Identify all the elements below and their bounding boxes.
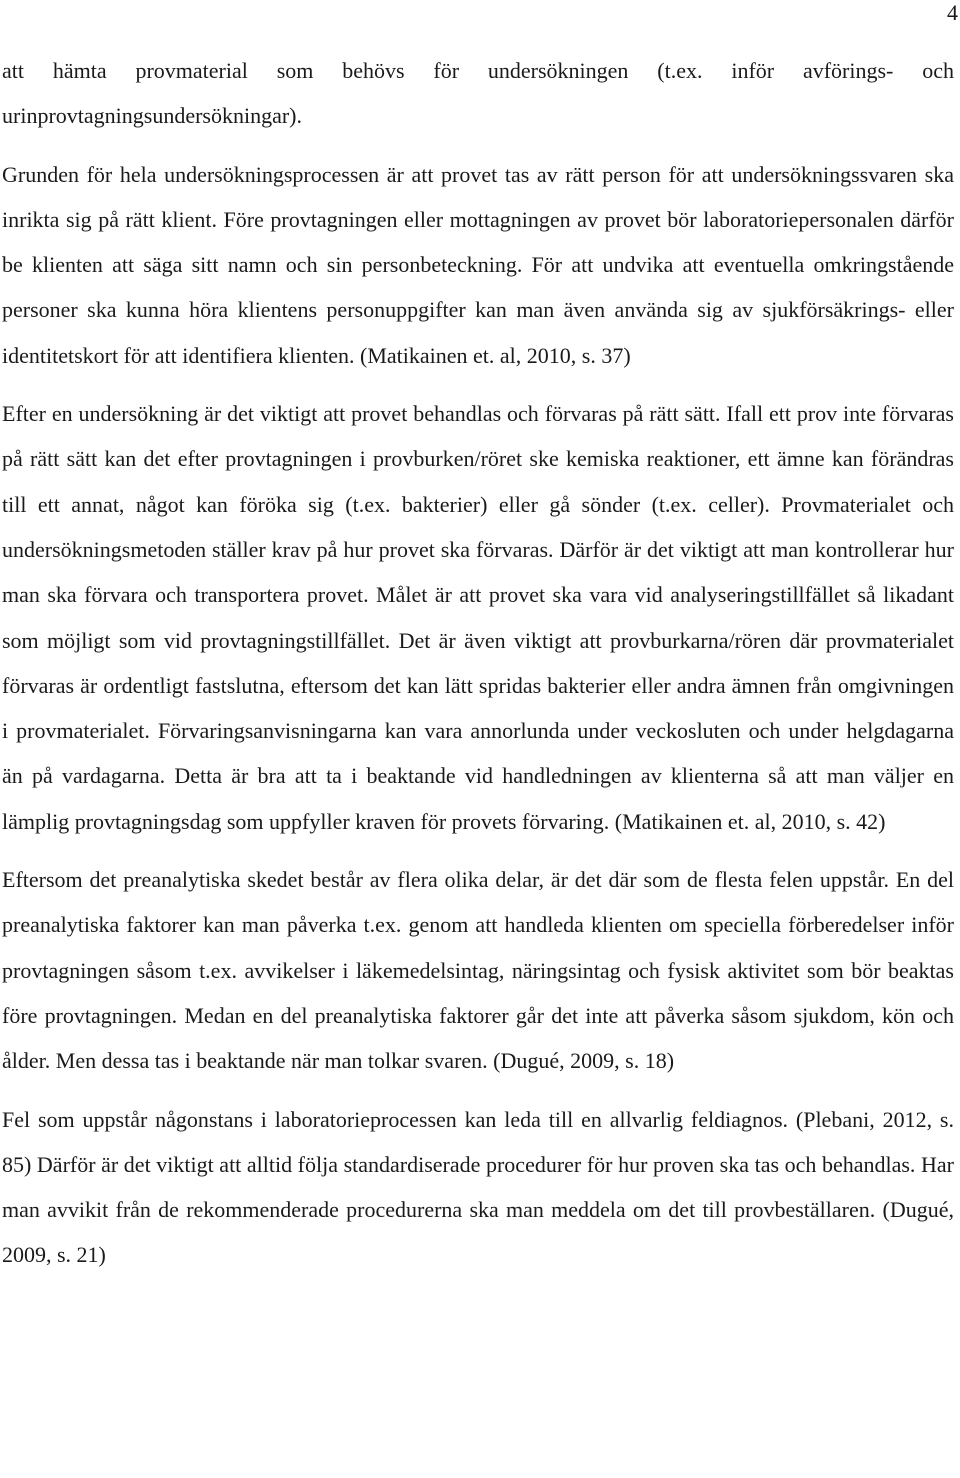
document-body xyxy=(2,48,954,1278)
page-number: 4 xyxy=(947,0,958,25)
paragraph-preanalytical: Eftersom det preanalytiska skedet består av flera olika delar, är det där som de flesta felen uppstår. En del preanalytiska faktorer kan man påverka t.ex. genom att handleda klienten om speciella förberedelser inför provtagningen såsom t.ex. avvikelser i läkemedelsintag, näringsintag och fysisk aktivitet som bör beaktas före provtagningen. Medan en del preanalytiska faktorer går det inte att påverka såsom sjukdom, kön och ålder. Men dessa tas i beaktande när man tolkar svaren. (Dugué, 2009, s. 18) xyxy=(2,867,954,1074)
paragraph-continuation: att hämta provmaterial som behövs för undersökningen (t.ex. inför avförings- och urinprovtagningsundersökningar). xyxy=(2,58,954,129)
paragraph-storage: Efter en undersökning är det viktigt att provet behandlas och förvaras på rätt sätt. Ifall ett prov inte förvaras på rätt sätt kan det efter provtagningen i provburken/röret ske kemiska reaktioner, ett ämne kan förändras till ett annat, något kan föröka sig (t.ex. bakterier) eller gå sönder (t.ex. celler). Provmaterialet och undersökningsmetoden ställer krav på hur provet ska förvaras. Därför är det viktigt att man kontrollerar hur man ska förvara och transportera provet. Målet är att provet ska vara vid analyseringstillfället så likadant som möjligt som vid provtagningstillfället. Det är även viktigt att provburkarna/rören där provmaterialet förvaras är ordentligt fastslutna, eftersom det kan lätt spridas bakterier eller andra ämnen från omgivningen i provmaterialet. Förvaringsanvisningarna kan vara annorlunda under veckosluten och under helgdagarna än på vardagarna. Detta är bra att ta i beaktande vid handledningen av klienterna så att man väljer en lämplig provtagningsdag som uppfyller kraven för provets förvaring. (Matikainen et. al, 2010, s. 42) xyxy=(2,401,954,834)
paragraph-identification: Grunden för hela undersökningsprocessen är att provet tas av rätt person för att undersökningssvaren ska inrikta sig på rätt klient. Före provtagningen eller mottagningen av provet bör laboratoriepersonalen därför be klienten att säga sitt namn och sin personbeteckning. För att undvika att eventuella omkringstående personer ska kunna höra klientens personuppgifter kan man även använda sig av sjukförsäkrings- eller identitetskort för att identifiera klienten. (Matikainen et. al, 2010, s. 37) xyxy=(2,161,954,368)
paragraph-errors: Fel som uppstår någonstans i laboratorieprocessen kan leda till en allvarlig feldiagnos. (Plebani, 2012, s. 85) Därför är det viktigt att alltid följa standardiserade procedurer för hur proven ska tas och behandlas. Har man avvikit från de rekommenderade procedurerna ska man meddela om det till provbeställaren. (Dugué, 2009, s. 21) xyxy=(2,1106,954,1268)
